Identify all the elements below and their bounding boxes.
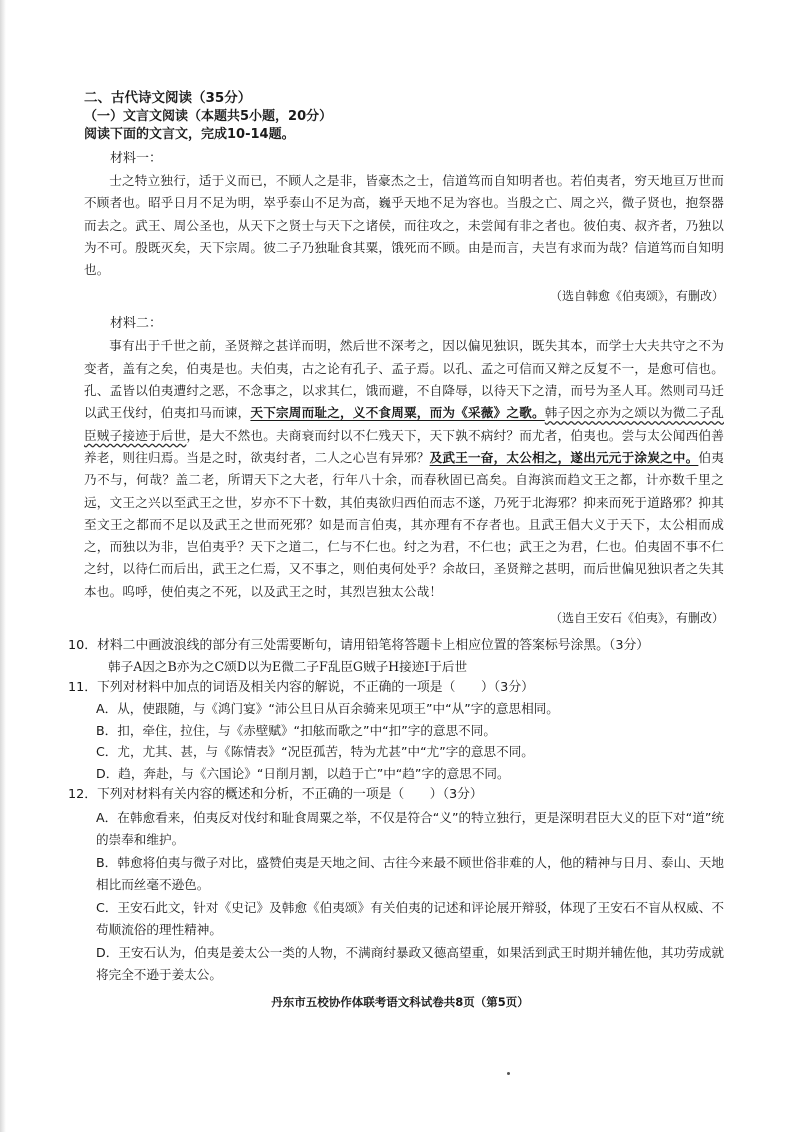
question-12-option-b: B．韩愈将伯夷与微子对比，盛赞伯夷是天地之间、古往今来最不顾世俗非难的人，他的精神与日月、泰山、天地相比而丝毫不逊色。 xyxy=(96,855,724,892)
question-11-option-b: B．扣，牵住，拉住，与《赤壁赋》“扣舷而歌之”中“扣”字的意思不同。 xyxy=(96,722,496,738)
material2-part4: 伯夷乃不与，何哉？盖二老，所谓天下之大老，行年八十余，而春秋固已高矣。自海滨而趋文王之都，计亦数千里之远，文王之兴以至武王之世，岁亦不下十数，其伯夷欲归西伯而志不遂，乃死于北海邪？抑来而死于道路邪？抑其至文王之都而不足以及武王之世而死邪？如是而言伯夷，其亦理有不存者也。且武王倡大义于天下，太公相而成之，而独以为非，岂伯夷乎？天下之道二，仁与不仁也。纣之为君，不仁也；武王之为君，仁也。伯夷固不事不仁之纣，以待仁而后出，武王之仁焉，又不事之，则伯夷何处乎？余故曰，圣贤辩之甚明，而后世偏见独识者之失其本也。呜呼，使伯夷之不死，以及武王之时，其烈岂独太公哉！ xyxy=(84,449,724,599)
material2-wavy-sentence: 韩子因之亦为之颂以为微二子乱臣贼子接迹于后世 xyxy=(84,405,724,443)
material2-text xyxy=(84,335,724,603)
question-11-stem: 11．下列对材料中加点的词语及相关内容的解说，不正确的一项是（ ）（3分） xyxy=(68,680,534,696)
material1-text: 士之特立独行，适于义而已，不顾人之是非，皆豪杰之士，信道笃而自知明者也。若伯夷者，穷天地亘万世而不顾者也。昭乎日月不足为明，崒乎泰山不足为高，巍乎天地不足为容也。当殷之亡、周之兴，微子贤也，抱祭器而去之。武王、周公圣也，从天下之贤士与天下之诸侯，而往攻之，未尝闻有非之者也。彼伯夷、叔齐者，乃独以为不可。殷既灭矣，天下宗周。彼二子乃独耻食其粟，饿死而不顾。由是而言，夫岂有求而为哉？信道笃而自知明也。 xyxy=(84,173,724,278)
section-subtitle: （一）文言文阅读（本题共5小题，20分） xyxy=(84,109,333,124)
material2-source: （选自王安石《伯夷》，有删改） xyxy=(549,611,724,626)
material2-label: 材料二： xyxy=(110,316,163,332)
question-10-stem: 10．材料二中画波浪线的部分有三处需要断句，请用铅笔将答题卡上相应位置的答案标号涂黑。（3分） xyxy=(68,638,650,654)
question-12-stem: 12．下列对材料有关内容的概述和分析，不正确的一项是（ ）（3分） xyxy=(68,787,483,803)
page-footer: 丹东市五校协作体联考语文科试卷共8页（第5页） xyxy=(271,995,529,1009)
material2-part3: ，是大不然也。夫商衰而纣以不仁残天下，天下孰不病纣？而尤者，伯夷也。尝与太公闻西伯善养老，则往归焉。当是之时，欲夷纣者，二人之心岂有异邪？ xyxy=(84,427,724,465)
section-title: 二、古代诗文阅读（35分） xyxy=(84,90,252,106)
scan-speck xyxy=(507,1072,510,1075)
material2-underline-2: 及武王一奋，太公相之，遂出元元于涂炭之中。 xyxy=(429,449,699,465)
question-12-option-d: D．王安石认为，伯夷是姜太公一类的人物，不满商纣暴政又德高望重，如果活到武王时期并辅佐他，其功劳成就将完全不逊于姜太公。 xyxy=(96,945,724,982)
question-10-options: 韩子A因之B亦为之C颂D以为E微二子F乱臣G贼子H接迹I于后世 xyxy=(108,659,468,675)
section-instruction: 阅读下面的文言文，完成10-14题。 xyxy=(84,127,295,142)
question-11-option-d: D．趋，奔赴，与《六国论》“日削月割，以趋于亡”中“趋”字的意思不同。 xyxy=(96,765,510,781)
material1-source: （选自韩愈《伯夷颂》，有删改） xyxy=(549,289,724,304)
question-11-option-a: A．从，使跟随，与《鸿门宴》“沛公旦日从百余骑来见项王”中“从”字的意思相同。 xyxy=(96,701,559,717)
content-area xyxy=(68,88,724,985)
question-12-option-a: A．在韩愈看来，伯夷反对伐纣和耻食周粟之举，不仅是符合“义”的特立独行，更是深明君臣大义的臣下对“道”统的崇奉和维护。 xyxy=(96,810,724,847)
material2-part1: 事有出于千世之前，圣贤辩之甚详而明，然后世不深考之，因以偏见独识，既失其本，而学士大夫共守之不为变者，盖有之矣，伯夷是也。夫伯夷，古之论有孔子、孟子焉。以孔、孟之可信而又辩之反复不一，是愈可信也。孔、孟皆以伯夷遭纣之恶，不念事之，以求其仁，饿而避，不自降辱，以待天下之清，而号为圣人耳。然则司马迁以武王伐纣，伯夷扣马而谏， xyxy=(84,338,724,421)
question-11-option-c: C．尤，尤其、甚，与《陈情表》“况臣孤苦，特为尤甚”中“尤”字的意思不同。 xyxy=(96,744,534,760)
question-12-option-c: C．王安石此文，针对《史记》及韩愈《伯夷颂》有关伯夷的记述和评论展开辩驳，体现了王安石不盲从权威、不苟顺流俗的理性精神。 xyxy=(96,900,724,937)
scan-edge-shadow xyxy=(0,0,6,1132)
material1-label: 材料一： xyxy=(110,151,163,166)
material2-underline-1: 天下宗周而耻之，义不食周粟，而为《采薇》之歌。 xyxy=(250,405,545,421)
